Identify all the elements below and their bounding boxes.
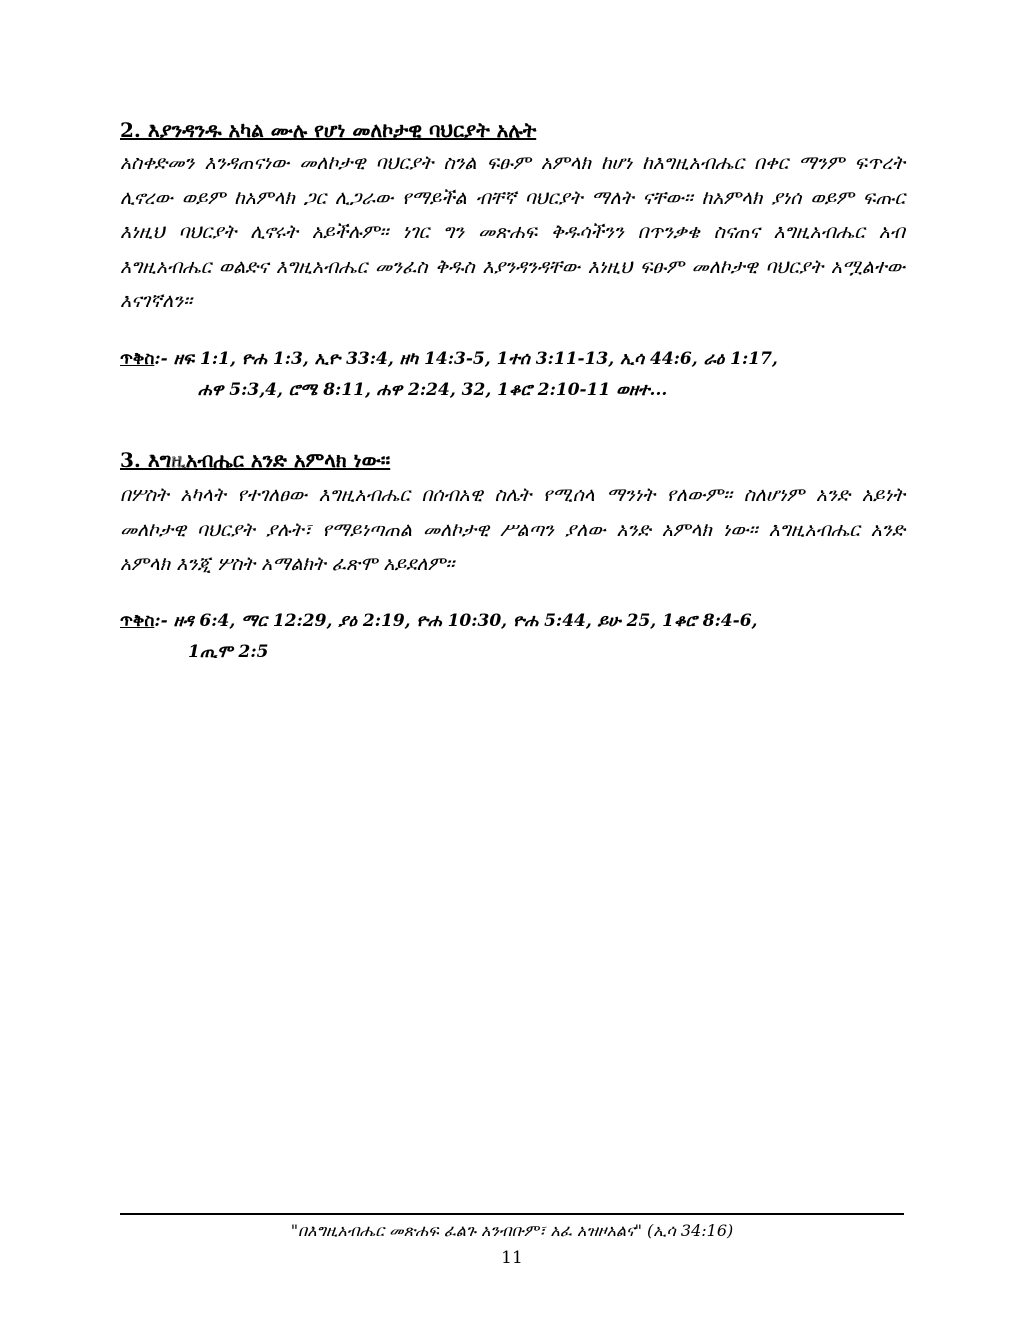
section-3-references [120,606,910,668]
references-line-2: 1ጢሞ 2:5 [188,642,269,662]
section-3-heading: 3. እግዚአብሔር አንድ አምላክ ነው፡፡ [120,448,391,472]
references-line-1: ዘዳ 6:4, ማር 12:29, ያዕ 2:19, ዮሐ 10:30, ዮሐ 5:44, ይሁ 25, 1ቆሮ 8:4-6, [173,611,758,631]
section-3-paragraph: በሦስት አካላት የተገለፀው እግዚአብሔር በሰብአዊ ስሌት የሚሰላ ማንነት የለውም፡፡ ስለሆነም አንድ አይነት መለኮታዊ ባህርያት ያሉት፣ የማይነጣጠል መለኮታዊ ሥልጣን ያለው አንድ አምላክ ነው፡፡ እግዚአብሔር አንድ አምላክ እንጂ ሦስት አማልክት ፈጽሞ አይደለም፡፡ [120,484,905,575]
section-2-references [120,344,910,406]
references-separator: :- [154,611,168,631]
references-label: ጥቅስ [120,349,155,369]
references-label: ጥቅስ [120,611,155,631]
references-line-1: ዘፍ 1:1, ዮሐ 1:3, ኢዮ 33:4, ዘካ 14:3-5, 1ተሰ 3:11-13, ኢሳ 44:6, ራዕ 1:17, [173,349,778,369]
references-separator: :- [154,349,168,369]
section-2-heading: 2. እያንዳንዱ አካል ሙሉ የሆነ መለኮታዊ ባህርያት አሉት [120,118,537,142]
references-line-2: ሐዋ 5:3,4, ሮሜ 8:11, ሐዋ 2:24, 32, 1ቆሮ 2:10-11 ወዘተ... [198,380,668,400]
footer-divider [120,1213,904,1215]
footer-quote: "በእግዚአብሔር መጽሐፍ ፈልጉ አንብቡም፣ አፈ አዝዞአልና" (ኢሳ 34:16) [290,1221,734,1240]
section-2-paragraph: አስቀድመን እንዳጠናነው መለኮታዊ ባህርያት ስንል ፍፁም አምላክ ከሆነ ከእግዚአብሔር በቀር ማንም ፍጥረት ሊኖረው ወይም ከአምላክ ጋር ሊጋራው የማይችል ብቸኛ ባህርያት ማለት ናቸው፡፡ ከአምላክ ያነሰ ወይም ፍጡር እነዚህ ባህርያት ሊኖሩት አይችሉም፡፡ ነገር ግን መጽሐፍ ቅዱሳችንን በጥንቃቄ ስናጠና እግዚአብሔር አብ እግዚአብሔር ወልድና እግዚአብሔር መንፈስ ቅዱስ እያንዳንዳቸው እነዚህ ፍፁም መለኮታዊ ባህርያት አሟልተው እናገኛለን፡፡ [120,152,905,312]
page-number: 11 [501,1248,523,1268]
